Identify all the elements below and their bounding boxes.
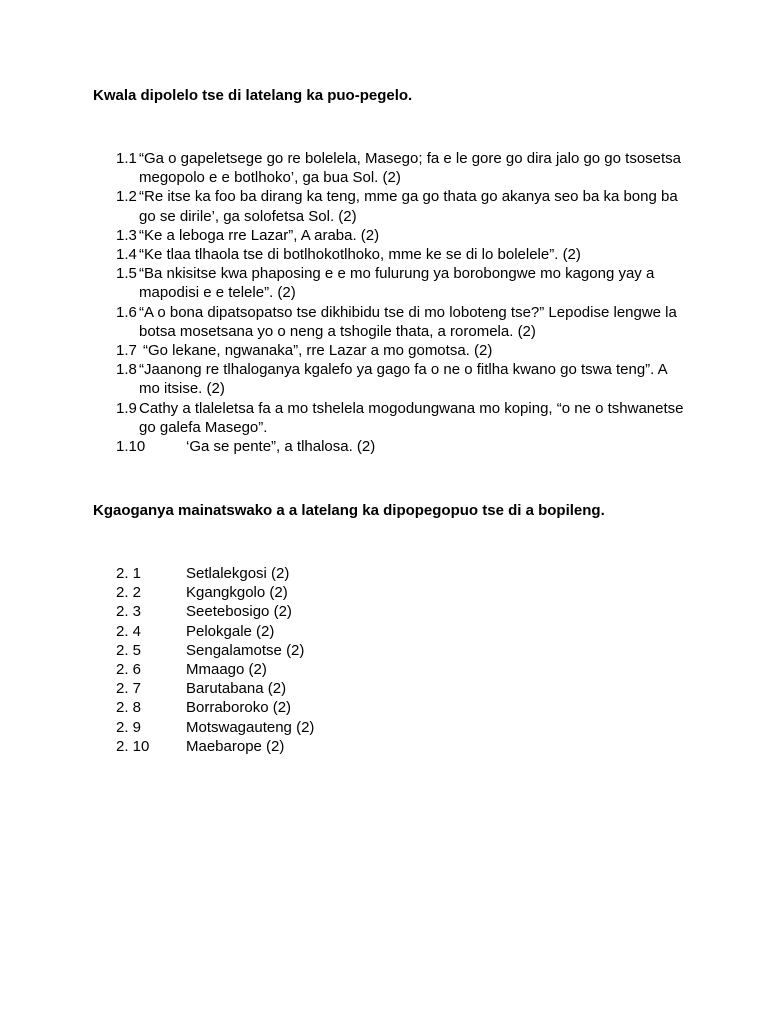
question-text: Barutabana (2) (186, 680, 287, 698)
question-number: 2. 8 (116, 699, 142, 717)
question-text: Pelokgale (2) (186, 622, 275, 640)
question-item (116, 341, 686, 360)
question-item (116, 149, 686, 187)
question-text: Mmaago (2) (186, 661, 267, 679)
question-text: “Ba nkisitse kwa phaposing e e mo fulurung ya borobongwe mo kagong yay a mapodisi e e telele”. (2) (139, 265, 655, 302)
question-number: 1.7 (116, 342, 137, 360)
question-number: 2. 5 (116, 641, 142, 659)
question-text: “Jaanong re tlhaloganya kgalefo ya gago fa o ne o fitlha kwano go tswa teng”. A mo itsise. (2) (139, 361, 667, 398)
question-item (116, 437, 686, 456)
question-item (116, 641, 686, 660)
question-number: 2. 4 (116, 622, 142, 640)
question-item (116, 226, 686, 245)
question-item (116, 303, 686, 341)
section-1-heading: Kwala dipolelo tse di latelang ka puo-pegelo. (93, 87, 413, 104)
question-text: “Ke a leboga rre Lazar”, A araba. (2) (139, 226, 380, 244)
question-text: Sengalamotse (2) (186, 641, 305, 659)
question-text: “Ke tlaa tlhaola tse di botlhokotlhoko, mme ke se di lo bolelele”. (2) (139, 246, 581, 264)
question-item (116, 679, 686, 698)
question-number: 2. 3 (116, 603, 142, 621)
section-1-question-list (116, 149, 686, 456)
question-item (116, 660, 686, 679)
question-item (116, 698, 686, 717)
question-number: 2. 1 (116, 565, 142, 582)
question-number: 1.10 (116, 438, 146, 456)
question-text: Borraboroko (2) (186, 699, 292, 717)
question-item (116, 583, 686, 602)
question-item (116, 602, 686, 621)
question-text: Cathy a tlaleletsa fa a mo tshelela mogodungwana mo koping, “o ne o tshwanetse go galefa Masego”. (139, 399, 684, 436)
question-number: 2. 10 (116, 737, 150, 755)
question-text: “Re itse ka foo ba dirang ka teng, mme ga go thata go akanya seo ba ka bong ba go se dirile’, ga solofetsa Sol. (2) (139, 188, 678, 225)
question-item (116, 718, 686, 737)
question-text: Maebarope (2) (186, 737, 285, 755)
question-number: 1.1 (116, 150, 137, 167)
section-2-heading: Kgaoganya mainatswako a a latelang ka dipopegopuo tse di a bopileng. (93, 502, 605, 519)
question-item (116, 399, 686, 437)
question-text: Setlalekgosi (2) (186, 565, 290, 582)
question-number: 1.3 (116, 226, 137, 244)
question-number: 1.8 (116, 361, 137, 379)
question-item (116, 187, 686, 225)
question-item (116, 737, 686, 756)
question-text: Kgangkgolo (2) (186, 584, 288, 602)
question-text: “A o bona dipatsopatso tse dikhibidu tse di mo loboteng tse?” Lepodise lengwe la botsa mosetsana yo o neng a tshogile thata, a roromela. (2) (139, 303, 677, 340)
question-number: 2. 2 (116, 584, 142, 602)
question-item (116, 245, 686, 264)
question-number: 2. 6 (116, 661, 142, 679)
question-number: 2. 7 (116, 680, 142, 698)
question-text: “Go lekane, ngwanaka”, rre Lazar a mo gomotsa. (2) (143, 342, 493, 360)
question-number: 1.2 (116, 188, 137, 206)
question-item (116, 360, 686, 398)
question-number: 1.4 (116, 246, 137, 264)
question-item (116, 264, 686, 302)
question-item (116, 564, 686, 583)
question-number: 1.5 (116, 265, 137, 283)
question-text: “Ga o gapeletsege go re bolelela, Masego; fa e le gore go dira jalo go go tsosetsa megopolo e e botlhoko’, ga bua Sol. (2) (139, 150, 682, 187)
question-text: Seetebosigo (2) (186, 603, 292, 621)
question-number: 2. 9 (116, 718, 142, 736)
question-item (116, 622, 686, 641)
question-number: 1.6 (116, 303, 137, 321)
section-2-question-list (116, 564, 686, 756)
question-text: Motswagauteng (2) (186, 718, 315, 736)
question-number: 1.9 (116, 399, 137, 417)
question-text: ‘Ga se pente”, a tlhalosa. (2) (186, 438, 376, 456)
